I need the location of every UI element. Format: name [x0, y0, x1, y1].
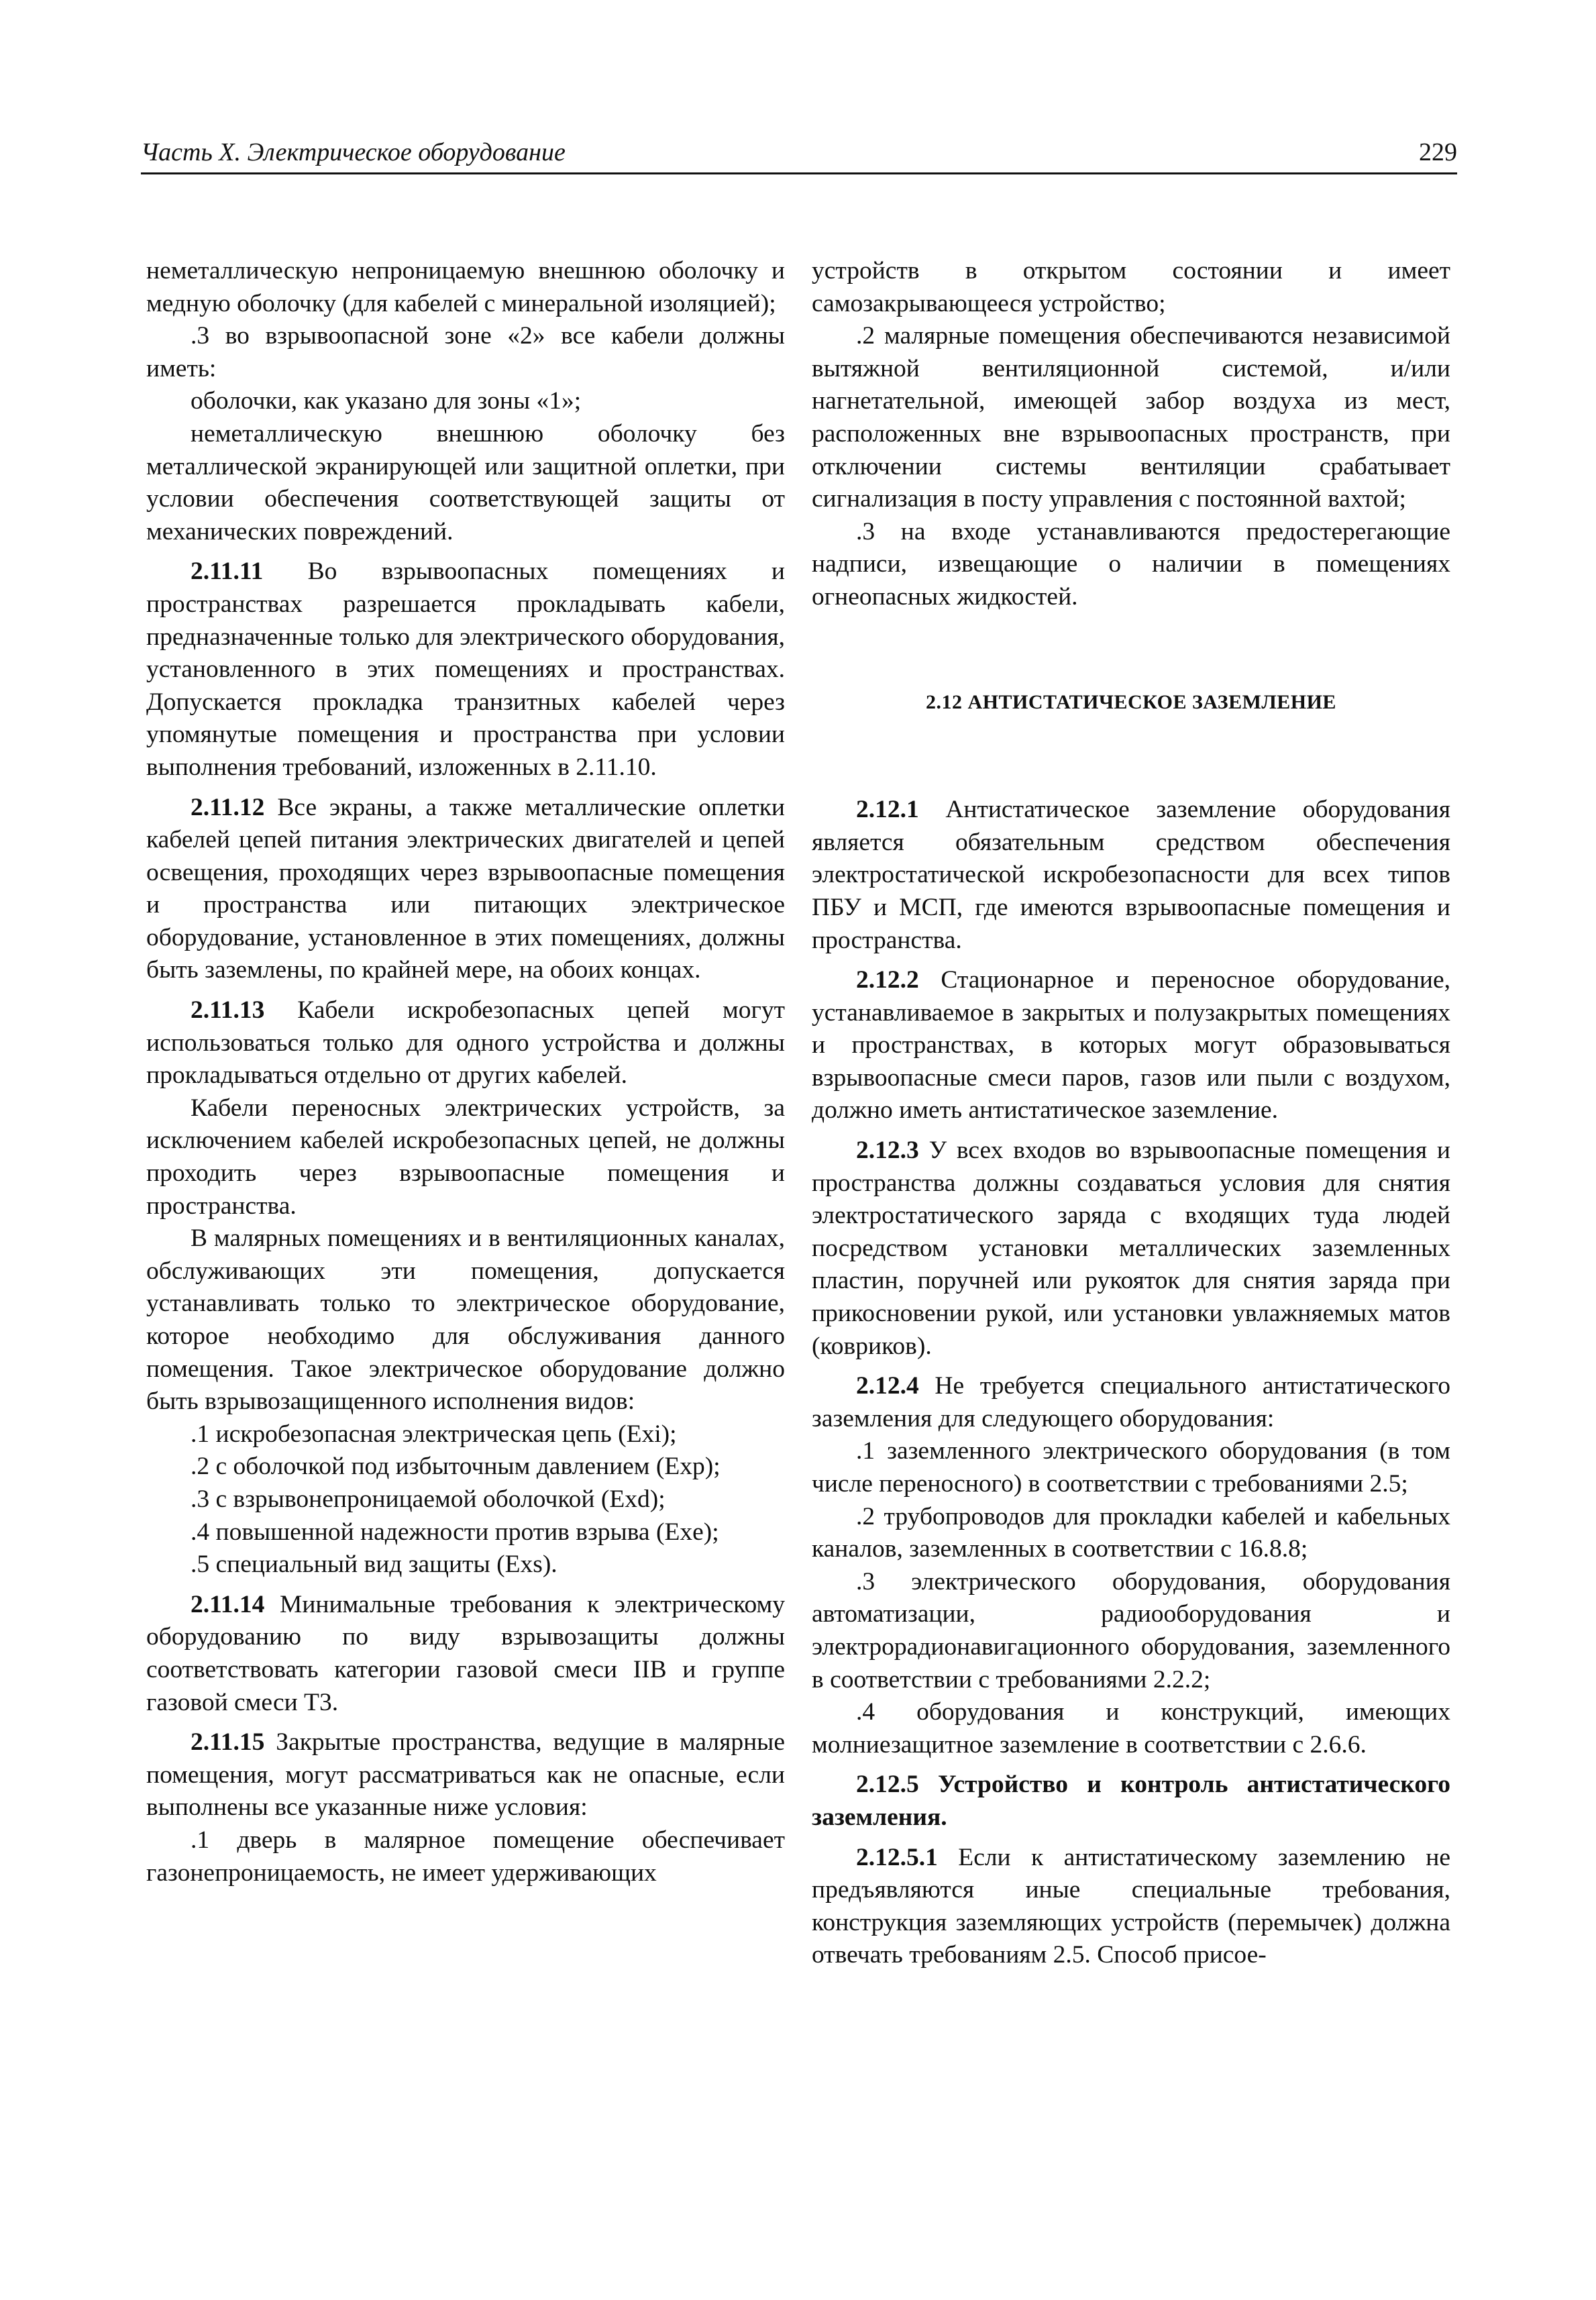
paragraph — [146, 1516, 785, 1549]
paragraph-text: .2 малярные помещения обеспечиваются независимой вытяжной вентиляционной системой, и/или нагнетательной, имеющей забор воздуха из мест, расположенных вне взрывоопасных пространств, при отключении системы вентиляции срабатывает сигнализация в посту управления с постоянной вахтой; — [812, 322, 1450, 513]
clause-number: 2.11.13 — [191, 996, 265, 1025]
left-column — [146, 255, 785, 1889]
paragraph-text: Не требуется специального антистатического заземления для следующего оборудования: — [812, 1372, 1450, 1432]
paragraph-text: .3 с взрывонепроницаемой оболочкой (Exd); — [191, 1485, 666, 1513]
paragraph — [146, 1418, 785, 1451]
paragraph-text: Стационарное и переносное оборудование, устанавливаемое в закрытых и полузакрытых помещениях и пространствах, в которых могут образовываться взрывоопасные смеси паров, газов или пыли с воздухом, должно иметь антистатическое заземление. — [812, 966, 1450, 1125]
paragraph — [812, 1501, 1450, 1566]
running-header — [141, 138, 1457, 174]
paragraph — [146, 1092, 785, 1222]
paragraph-text: .3 электрического оборудования, оборудования автоматизации, радиооборудования и электрорадионавигационного оборудования, заземленного в соответствии с требованиями 2.2.2; — [812, 1567, 1450, 1693]
paragraph-text: У всех входов во взрывоопасные помещения и пространства должны создаваться условия для снятия электростатического заряда с входящих туда людей посредством установки металлических заземленных пластин, поручней или рукояток для снятия заряда при прикосновении рукой, или установки увлажняемых матов (ковриков). — [812, 1137, 1451, 1360]
paragraph — [812, 964, 1450, 1127]
clause-number: 2.12.4 — [856, 1372, 919, 1400]
paragraph — [812, 794, 1450, 957]
clause-number: 2.12.3 — [856, 1137, 919, 1165]
paragraph — [146, 792, 785, 988]
paragraph — [812, 516, 1450, 614]
paragraph-text: .1 дверь в малярное помещение обеспечивает газонепроницаемость, не имеет удерживающих — [146, 1826, 785, 1887]
paragraph-text: Все экраны, а также металлические оплетки кабелей цепей питания электрических двигателей и цепей освещения, проходящих через взрывоопасные помещения и пространства или питающих электрическое оборудование, установленное в этих помещениях, должны быть заземлены, по крайней мере, на обоих концах. — [146, 793, 786, 984]
paragraph — [812, 1842, 1450, 1972]
paragraph-text: Устройство и контроль антистатического заземления. — [812, 1771, 1450, 1831]
paragraph — [812, 1769, 1450, 1834]
paragraph — [146, 1824, 785, 1889]
paragraph — [812, 1696, 1450, 1761]
clause-number: 2.11.11 — [191, 558, 264, 586]
paragraph — [146, 418, 785, 548]
paragraph-text: .4 оборудования и конструкций, имеющих молниезащитное заземление в соответствии с 2.6.6. — [812, 1698, 1450, 1759]
paragraph-text: .1 искробезопасная электрическая цепь (Exi); — [191, 1420, 677, 1448]
right-column — [812, 255, 1450, 1972]
paragraph-text: Закрытые пространства, ведущие в малярные помещения, могут рассматриваться как не опасные, если выполнены все указанные ниже условия: — [146, 1728, 786, 1822]
right-column-bottom — [812, 794, 1450, 1972]
paragraph-text: Если к антистатическому заземлению не предъявляются иные специальные требования, конструкция заземляющих устройств (перемычек) должна отвечать требованиям 2.5. Способ присое- — [812, 1843, 1451, 1969]
clause-number: 2.12.5 — [856, 1771, 919, 1799]
paragraph — [812, 1435, 1450, 1500]
paragraph-text: .4 повышенной надежности против взрыва (Exe); — [191, 1518, 719, 1546]
paragraph — [812, 1566, 1450, 1696]
clause-number: 2.12.1 — [856, 796, 919, 824]
paragraph — [146, 255, 785, 320]
clause-number: 2.12.2 — [856, 966, 919, 994]
paragraph-text: В малярных помещениях и в вентиляционных каналах, обслуживающих эти помещения, допускается устанавливать только то электрическое оборудование, которое необходимо для обслуживания данного помещения. Такое электрическое оборудование должно быть взрывозащищенного исполнения видов: — [146, 1224, 785, 1416]
paragraph-text: .2 трубопроводов для прокладки кабелей и кабельных каналов, заземленных в соответствии с 16.8.8; — [812, 1502, 1450, 1563]
paragraph-text: неметаллическую внешнюю оболочку без металлической экранирующей или защитной оплетки, при условии обеспечения соответствующей защиты от механических повреждений. — [146, 419, 785, 545]
paragraph — [146, 1483, 785, 1516]
clause-number: 2.11.14 — [191, 1590, 265, 1618]
page-number: 229 — [1419, 138, 1457, 166]
paragraph — [146, 320, 785, 385]
paragraph — [812, 255, 1450, 320]
paragraph — [812, 1370, 1450, 1435]
paragraph-text: Кабели переносных электрических устройств, за исключением кабелей искробезопасных цепей, не должны проходить через взрывоопасные помещения и пространства. — [146, 1094, 785, 1220]
paragraph-text: .1 заземленного электрического оборудования (в том числе переносного) в соответствии с требованиями 2.5; — [812, 1437, 1450, 1498]
section-title: 2.12 АНТИСТАТИЧЕСКОЕ ЗАЗЕМЛЕНИЕ — [926, 690, 1336, 713]
header-title: Часть X. Электрическое оборудование — [141, 138, 566, 166]
paragraph-text: неметаллическую непроницаемую внешнюю оболочку и медную оболочку (для кабелей с минеральной изоляцией); — [146, 257, 785, 317]
paragraph — [146, 1451, 785, 1483]
paragraph — [812, 1135, 1450, 1363]
paragraph-text: .2 с оболочкой под избыточным давлением (Exp); — [191, 1453, 721, 1481]
right-column-top — [812, 255, 1450, 614]
paragraph-text: Антистатическое заземление оборудования является обязательным средством обеспечения электростатической искробезопасности для всех типов ПБУ и МСП, где имеются взрывоопасные помещения и пространства. — [812, 796, 1450, 954]
paragraph-text: .3 во взрывоопасной зоне «2» все кабели должны иметь: — [146, 322, 785, 382]
clause-number: 2.12.5.1 — [856, 1843, 938, 1871]
paragraph-text: Во взрывоопасных помещениях и пространствах разрешается прокладывать кабели, предназначенные только для электрического оборудования, установленного в этих помещениях и пространствах. Допускается прокладка транзитных кабелей через упомянутые помещения и пространства при условии выполнения требований, изложенных в 2.11.10. — [146, 558, 785, 781]
paragraph — [146, 1222, 785, 1418]
paragraph-text: Минимальные требования к электрическому оборудованию по виду взрывозащиты должны соответствовать категории газовой смеси IIB и группе газовой смеси T3. — [146, 1590, 786, 1716]
paragraph-text: .3 на входе устанавливаются предостерегающие надписи, извещающие о наличии в помещениях огнеопасных жидкостей. — [812, 517, 1450, 611]
clause-number: 2.11.15 — [191, 1728, 265, 1757]
paragraph-text: оболочки, как указано для зоны «1»; — [191, 387, 582, 415]
paragraph-text: .5 специальный вид защиты (Exs). — [191, 1551, 557, 1579]
paragraph — [146, 556, 785, 784]
paragraph — [146, 994, 785, 1092]
paragraph — [146, 1726, 785, 1824]
paragraph — [146, 1549, 785, 1581]
paragraph — [812, 320, 1450, 516]
paragraph-text: устройств в открытом состоянии и имеет самозакрывающееся устройство; — [812, 257, 1450, 317]
clause-number: 2.11.12 — [191, 793, 265, 821]
paragraph — [146, 1589, 785, 1719]
paragraph — [146, 385, 785, 418]
paragraph-text: Кабели искробезопасных цепей могут использоваться только для одного устройства и должны прокладываться отдельно от других кабелей. — [146, 996, 785, 1090]
